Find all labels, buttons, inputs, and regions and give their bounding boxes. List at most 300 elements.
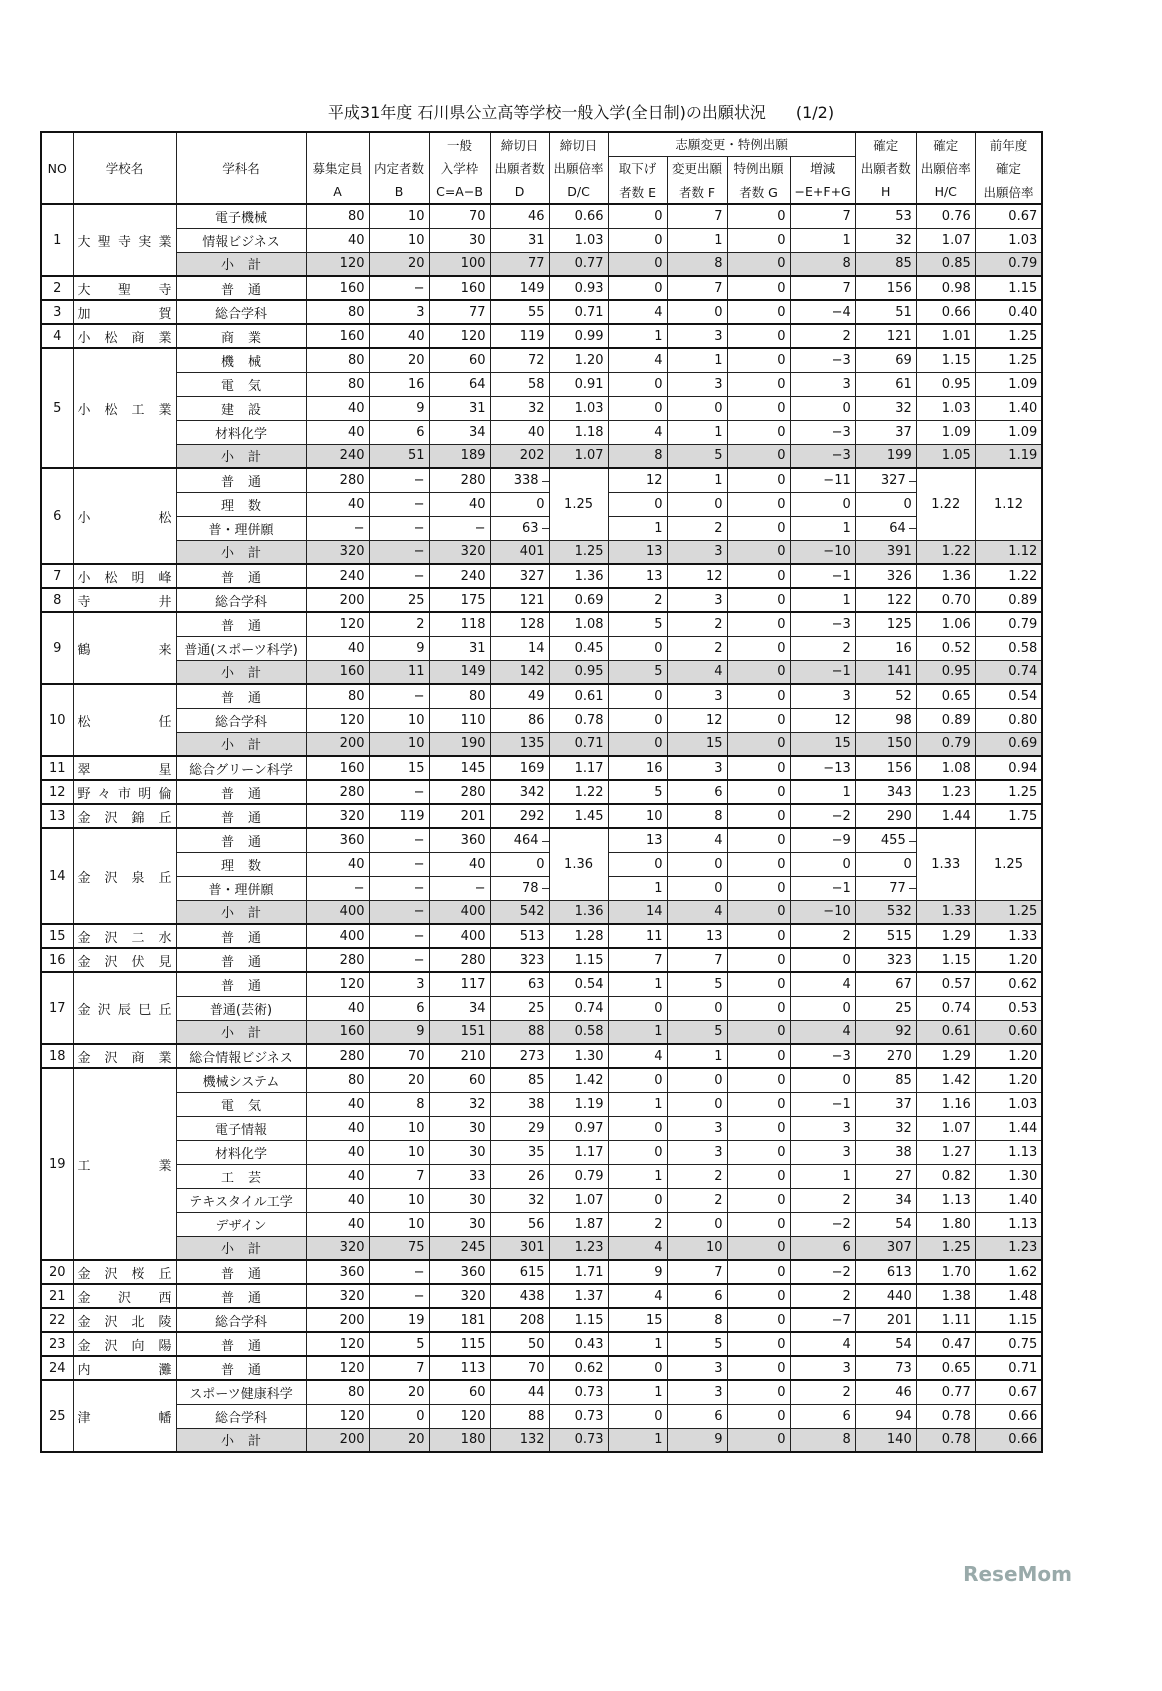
table-row	[41, 1068, 1042, 1092]
cell-b: 70	[369, 1044, 429, 1068]
cell-hc: 1.33	[916, 828, 975, 900]
cell-c: 360	[429, 828, 490, 852]
cell-hc: 1.33	[916, 900, 975, 924]
cell-x: 8	[790, 1428, 855, 1452]
cell-e: 0	[608, 276, 667, 300]
cell-hc: 1.36	[916, 564, 975, 588]
cell-hc: 0.65	[916, 684, 975, 708]
cell-prev: 0.58	[975, 636, 1042, 660]
cell-prev: 1.40	[975, 1188, 1042, 1212]
cell-prev: 1.23	[975, 1236, 1042, 1260]
cell-dc: 1.18	[549, 420, 608, 444]
cell-h: 307	[855, 1236, 916, 1260]
school-no: 23	[41, 1332, 73, 1356]
cell-dc: 0.95	[549, 660, 608, 684]
cell-hc: 1.09	[916, 420, 975, 444]
cell-x: −11	[790, 468, 855, 492]
cell-dc: 1.37	[549, 1284, 608, 1308]
cell-prev: 0.74	[975, 660, 1042, 684]
cell-d: 542	[490, 900, 549, 924]
header-d-0: 締切日	[490, 132, 549, 156]
cell-h: 0	[855, 852, 916, 876]
school-no: 5	[41, 348, 73, 468]
table-row	[41, 204, 1042, 228]
cell-f: 6	[667, 1284, 727, 1308]
cell-a: 40	[306, 1212, 369, 1236]
cell-h: 391	[855, 540, 916, 564]
cell-f: 3	[667, 540, 727, 564]
cell-a: 80	[306, 1068, 369, 1092]
cell-a: 40	[306, 1164, 369, 1188]
cell-prev: 0.67	[975, 1380, 1042, 1404]
cell-g: 0	[727, 852, 790, 876]
cell-d: 46	[490, 204, 549, 228]
cell-hc: 0.78	[916, 1404, 975, 1428]
cell-value: 63	[521, 520, 539, 536]
cell-h: 141	[855, 660, 916, 684]
cell-hc: 1.22	[916, 540, 975, 564]
school-no: 25	[41, 1380, 73, 1452]
cell-x: 3	[790, 1116, 855, 1140]
cell-hc: 1.29	[916, 1044, 975, 1068]
cell-e: 1	[608, 516, 667, 540]
table-row	[41, 1044, 1042, 1068]
header-b-0	[369, 132, 429, 156]
cell-c: 210	[429, 1044, 490, 1068]
cell-h: 94	[855, 1404, 916, 1428]
cell-g: 0	[727, 588, 790, 612]
cell-b: 19	[369, 1308, 429, 1332]
table-row	[41, 276, 1042, 300]
cell-hc: 0.76	[916, 204, 975, 228]
cell-prev: 0.66	[975, 1404, 1042, 1428]
cell-f: 2	[667, 612, 727, 636]
cell-b: 6	[369, 996, 429, 1020]
cell-prev: 0.80	[975, 708, 1042, 732]
cell-e: 0	[608, 684, 667, 708]
cell-b: 7	[369, 1356, 429, 1380]
document-title	[0, 100, 1162, 123]
subtotal-row	[41, 732, 1042, 756]
cell-hc: 1.16	[916, 1092, 975, 1116]
header-b-2: B	[369, 180, 429, 204]
department-name: 普通	[176, 828, 306, 852]
cell-dc: 1.07	[549, 1188, 608, 1212]
cell-dc: 0.73	[549, 1428, 608, 1452]
cell-h: 32	[855, 396, 916, 420]
table-row	[41, 1092, 1042, 1116]
cell-c: 240	[429, 564, 490, 588]
cell-h: 52	[855, 684, 916, 708]
cell-h: 270	[855, 1044, 916, 1068]
cell-a: 80	[306, 372, 369, 396]
cell-h: 199	[855, 444, 916, 468]
cell-prev: 1.25	[975, 348, 1042, 372]
cell-dc: 0.69	[549, 588, 608, 612]
cell-f: 6	[667, 1404, 727, 1428]
cell-h: 92	[855, 1020, 916, 1044]
cell-a: 400	[306, 900, 369, 924]
cell-x: −3	[790, 420, 855, 444]
header-d-1: 出願者数	[490, 156, 549, 180]
table-row	[41, 756, 1042, 780]
cell-d: 70	[490, 1356, 549, 1380]
cell-g: 0	[727, 1308, 790, 1332]
cell-x: 0	[790, 996, 855, 1020]
cell-f: 13	[667, 924, 727, 948]
cell-prev: 1.03	[975, 228, 1042, 252]
cell-h: 122	[855, 588, 916, 612]
cell-prev: 0.79	[975, 612, 1042, 636]
cell-a: 40	[306, 1116, 369, 1140]
header-hc-0: 確定	[916, 132, 975, 156]
cell-x: 7	[790, 276, 855, 300]
cell-f: 12	[667, 564, 727, 588]
cell-g: 0	[727, 684, 790, 708]
department-name: 普通(芸術)	[176, 996, 306, 1020]
cell-hc: 0.95	[916, 372, 975, 396]
cell-hc: 1.42	[916, 1068, 975, 1092]
school-name: 金沢錦丘	[73, 804, 176, 828]
cell-dc: 0.71	[549, 732, 608, 756]
cell-h: 37	[855, 420, 916, 444]
header-h-1: 出願者数	[855, 156, 916, 180]
cell-d: 273	[490, 1044, 549, 1068]
cell-b: 0	[369, 1404, 429, 1428]
school-name: 金沢向陽	[73, 1332, 176, 1356]
cell-h: 54	[855, 1212, 916, 1236]
cell-hc: 0.89	[916, 708, 975, 732]
cell-g: 0	[727, 876, 790, 900]
cell-h: 67	[855, 972, 916, 996]
cell-g: 0	[727, 708, 790, 732]
cell-d	[490, 516, 549, 540]
cell-c: 33	[429, 1164, 490, 1188]
table-row	[41, 972, 1042, 996]
cell-b: 6	[369, 420, 429, 444]
cell-h: 34	[855, 1188, 916, 1212]
cell-f: 3	[667, 588, 727, 612]
table-row	[41, 1308, 1042, 1332]
cell-prev: 0.71	[975, 1356, 1042, 1380]
cell-e: 13	[608, 564, 667, 588]
school-name: 金沢北陵	[73, 1308, 176, 1332]
cell-d: 88	[490, 1404, 549, 1428]
cell-b: 9	[369, 1020, 429, 1044]
cell-hc: 0.65	[916, 1356, 975, 1380]
table-header	[41, 132, 1042, 204]
table-row	[41, 492, 1042, 516]
cell-x: −3	[790, 444, 855, 468]
page-indicator: (1/2)	[795, 103, 835, 122]
cell-e: 13	[608, 828, 667, 852]
cell-d: 38	[490, 1092, 549, 1116]
cell-a: 120	[306, 1404, 369, 1428]
cell-g: 0	[727, 1380, 790, 1404]
cell-hc: 1.23	[916, 780, 975, 804]
cell-x: −3	[790, 1044, 855, 1068]
cell-dc: 0.66	[549, 204, 608, 228]
cell-dc: 1.22	[549, 780, 608, 804]
cell-c: 100	[429, 252, 490, 276]
cell-d: 513	[490, 924, 549, 948]
cell-prev: 1.25	[975, 900, 1042, 924]
cell-hc: 1.80	[916, 1212, 975, 1236]
school-name: 金沢桜丘	[73, 1260, 176, 1284]
school-name: 工業	[73, 1068, 176, 1260]
cell-g: 0	[727, 1428, 790, 1452]
header-dc-0: 締切日	[549, 132, 608, 156]
cell-x: −2	[790, 1212, 855, 1236]
school-name: 翠星	[73, 756, 176, 780]
school-no: 7	[41, 564, 73, 588]
cell-a: 40	[306, 1188, 369, 1212]
cell-c: 280	[429, 468, 490, 492]
department-name: テキスタイル工学	[176, 1188, 306, 1212]
cell-dc: 1.30	[549, 1044, 608, 1068]
department-name: 普・理併願	[176, 876, 306, 900]
cell-hc: 0.85	[916, 252, 975, 276]
cell-a: 240	[306, 564, 369, 588]
school-name: 金沢二水	[73, 924, 176, 948]
cell-f: 1	[667, 228, 727, 252]
school-name: 津幡	[73, 1380, 176, 1452]
header-dc-2: D/C	[549, 180, 608, 204]
cell-e: 16	[608, 756, 667, 780]
department-name: 普通	[176, 276, 306, 300]
cell-hc: 1.38	[916, 1284, 975, 1308]
cell-e: 4	[608, 420, 667, 444]
cell-a: 120	[306, 612, 369, 636]
cell-x: −9	[790, 828, 855, 852]
cell-value: 64	[889, 520, 906, 536]
cell-b: 2	[369, 612, 429, 636]
header-c-1: 入学枠	[429, 156, 490, 180]
cell-d: 169	[490, 756, 549, 780]
cell-f: 7	[667, 204, 727, 228]
cell-c: 245	[429, 1236, 490, 1260]
cell-d	[490, 876, 549, 900]
school-no: 19	[41, 1068, 73, 1260]
header-h-2: H	[855, 180, 916, 204]
cell-e: 0	[608, 372, 667, 396]
cell-f: 3	[667, 372, 727, 396]
cell-a: 200	[306, 1308, 369, 1332]
department-name: スポーツ健康科学	[176, 1380, 306, 1404]
cell-h: 38	[855, 1140, 916, 1164]
cell-a: 120	[306, 1332, 369, 1356]
department-name: 総合グリーン科学	[176, 756, 306, 780]
cell-a: 40	[306, 1092, 369, 1116]
department-name: 小計	[176, 900, 306, 924]
cell-h: 51	[855, 300, 916, 324]
cell-b: 25	[369, 588, 429, 612]
cell-d: 32	[490, 396, 549, 420]
cell-hc: 1.29	[916, 924, 975, 948]
cell-b: 5	[369, 1332, 429, 1356]
header-x-2: −E+F+G	[790, 180, 855, 204]
cell-a: 40	[306, 996, 369, 1020]
cell-dc: 0.97	[549, 1116, 608, 1140]
cell-e: 8	[608, 444, 667, 468]
school-no: 2	[41, 276, 73, 300]
cell-d: 301	[490, 1236, 549, 1260]
cell-dc: 0.71	[549, 300, 608, 324]
cell-h: 121	[855, 324, 916, 348]
cell-value: 327	[880, 472, 906, 488]
header-dc-1: 出願倍率	[549, 156, 608, 180]
cell-e: 0	[608, 1140, 667, 1164]
cell-a: 80	[306, 684, 369, 708]
cell-b: 15	[369, 756, 429, 780]
cell-c: 80	[429, 684, 490, 708]
table-row	[41, 468, 1042, 492]
table-row	[41, 420, 1042, 444]
school-no: 4	[41, 324, 73, 348]
cell-a: 280	[306, 948, 369, 972]
cell-g: 0	[727, 1068, 790, 1092]
cell-h: 85	[855, 252, 916, 276]
school-no: 20	[41, 1260, 73, 1284]
school-name: 大聖寺実業	[73, 204, 176, 276]
cell-prev: 1.12	[975, 540, 1042, 564]
cell-f: 3	[667, 1140, 727, 1164]
cell-d: 35	[490, 1140, 549, 1164]
cell-dc: 0.78	[549, 708, 608, 732]
cell-c: 30	[429, 1188, 490, 1212]
school-no: 16	[41, 948, 73, 972]
cell-c: 117	[429, 972, 490, 996]
cell-value: 78	[521, 880, 539, 896]
cell-b: 10	[369, 1212, 429, 1236]
cell-e: 0	[608, 1404, 667, 1428]
cell-f: 1	[667, 348, 727, 372]
cell-a: 120	[306, 252, 369, 276]
cell-prev: 1.09	[975, 372, 1042, 396]
department-name: 普通	[176, 948, 306, 972]
cell-hc: 1.22	[916, 468, 975, 540]
cell-x: −2	[790, 804, 855, 828]
cell-x: 2	[790, 1188, 855, 1212]
cell-g: 0	[727, 564, 790, 588]
cell-e: 0	[608, 204, 667, 228]
cell-h: 343	[855, 780, 916, 804]
table-row	[41, 564, 1042, 588]
cell-hc: 1.13	[916, 1188, 975, 1212]
school-no: 8	[41, 588, 73, 612]
cell-c: 110	[429, 708, 490, 732]
cell-prev: 1.62	[975, 1260, 1042, 1284]
cell-a: 400	[306, 924, 369, 948]
cell-prev: 1.20	[975, 1068, 1042, 1092]
cell-a: 200	[306, 1428, 369, 1452]
cell-c: 32	[429, 1092, 490, 1116]
cell-b: −	[369, 276, 429, 300]
cell-hc: 0.61	[916, 1020, 975, 1044]
cell-d: 50	[490, 1332, 549, 1356]
cell-prev: 1.09	[975, 420, 1042, 444]
cell-x: −10	[790, 900, 855, 924]
cell-x: 2	[790, 924, 855, 948]
table-row	[41, 996, 1042, 1020]
cell-x: 2	[790, 1284, 855, 1308]
cell-prev: 1.25	[975, 780, 1042, 804]
department-name: 電子機械	[176, 204, 306, 228]
department-name: 工芸	[176, 1164, 306, 1188]
cell-f: 0	[667, 1212, 727, 1236]
department-name: 小計	[176, 660, 306, 684]
cell-c: 320	[429, 540, 490, 564]
cell-e: 0	[608, 636, 667, 660]
cell-dc: 0.58	[549, 1020, 608, 1044]
cell-prev: 1.75	[975, 804, 1042, 828]
cell-dc: 0.74	[549, 996, 608, 1020]
bracket-mark	[542, 481, 550, 488]
cell-d: 132	[490, 1428, 549, 1452]
cell-a: 80	[306, 204, 369, 228]
table-row	[41, 396, 1042, 420]
cell-b: 40	[369, 324, 429, 348]
cell-a: 200	[306, 588, 369, 612]
cell-x: 0	[790, 948, 855, 972]
table-row	[41, 300, 1042, 324]
cell-a: 40	[306, 396, 369, 420]
cell-g: 0	[727, 996, 790, 1020]
cell-e: 1	[608, 972, 667, 996]
cell-b: −	[369, 540, 429, 564]
department-name: 電子情報	[176, 1116, 306, 1140]
cell-x: −4	[790, 300, 855, 324]
cell-b: 51	[369, 444, 429, 468]
cell-c: 189	[429, 444, 490, 468]
cell-prev: 0.66	[975, 1428, 1042, 1452]
header-e-1: 取下げ	[608, 156, 667, 180]
table-body	[41, 204, 1042, 1452]
cell-b: −	[369, 684, 429, 708]
header-change: 志願変更・特例出願	[608, 132, 855, 156]
cell-c: 64	[429, 372, 490, 396]
cell-h: 201	[855, 1308, 916, 1332]
cell-e: 4	[608, 300, 667, 324]
cell-dc: 1.36	[549, 564, 608, 588]
header-dept: 学科名	[176, 132, 306, 204]
header-h-0: 確定	[855, 132, 916, 156]
cell-g: 0	[727, 780, 790, 804]
cell-g: 0	[727, 948, 790, 972]
cell-hc: 0.52	[916, 636, 975, 660]
cell-c: 30	[429, 228, 490, 252]
cell-dc: 1.03	[549, 396, 608, 420]
cell-e: 0	[608, 1188, 667, 1212]
subtotal-row	[41, 1236, 1042, 1260]
cell-dc: 1.15	[549, 948, 608, 972]
department-name: 総合学科	[176, 300, 306, 324]
table-row	[41, 516, 1042, 540]
cell-prev: 0.60	[975, 1020, 1042, 1044]
cell-d: 208	[490, 1308, 549, 1332]
cell-d: 31	[490, 228, 549, 252]
cell-d: 202	[490, 444, 549, 468]
cell-prev: 1.20	[975, 948, 1042, 972]
cell-f: 5	[667, 444, 727, 468]
cell-c: 60	[429, 1068, 490, 1092]
school-name: 野々市明倫	[73, 780, 176, 804]
cell-f: 5	[667, 1020, 727, 1044]
school-name: 内灘	[73, 1356, 176, 1380]
header-a-1: 募集定員	[306, 156, 369, 180]
cell-b: −	[369, 924, 429, 948]
cell-g: 0	[727, 444, 790, 468]
